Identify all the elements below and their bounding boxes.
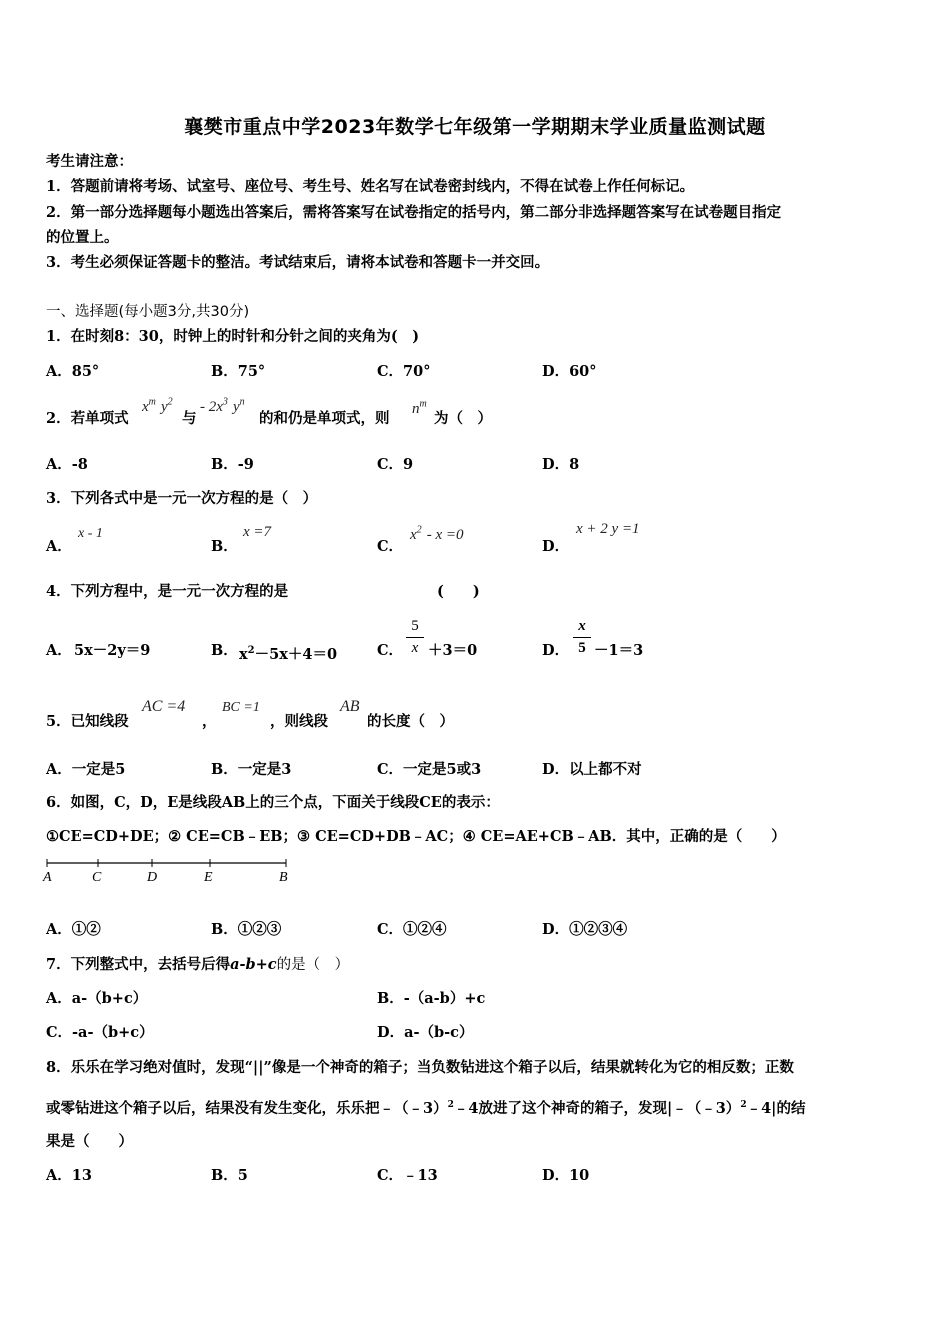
math-term: x	[239, 645, 248, 663]
math-expression: BC =1	[222, 700, 260, 715]
option-b-label: B．	[211, 642, 238, 659]
option-d: D．8	[542, 456, 580, 473]
math-term: - x =0	[426, 527, 464, 543]
option-c: C．70°	[377, 363, 431, 380]
math-expression: AC =4	[142, 698, 186, 715]
math-exponent: 2	[167, 396, 173, 408]
segment-diagram	[40, 852, 300, 888]
math-exponent: n	[239, 396, 245, 408]
stem-part: 2．若单项式	[46, 410, 129, 427]
option-b: B．-（a-b）+c	[377, 990, 486, 1007]
option-c: C．9	[377, 456, 414, 473]
math-exponent: 2	[740, 1100, 747, 1110]
option-d: D．10	[542, 1167, 590, 1184]
option-b-expr: x =7	[243, 524, 272, 540]
option-a: A．①②	[46, 921, 101, 938]
option-a: A．85°	[46, 363, 100, 380]
option-c-rest: ＋3＝0	[428, 642, 478, 659]
option-b-label: B．	[211, 538, 238, 555]
option-c-label: C．	[377, 642, 404, 659]
point-label-d: D	[147, 870, 158, 885]
stem-part: 与	[182, 410, 197, 427]
option-b: B．①②③	[211, 921, 282, 938]
option-c-expr	[410, 524, 464, 544]
question-stem	[46, 409, 129, 429]
option-c: C．﹣13	[377, 1167, 438, 1184]
option-d: D．60°	[542, 363, 597, 380]
monomial-2	[200, 396, 245, 416]
stem-part: 的长度（ ）	[367, 713, 454, 730]
math-term: y	[161, 399, 168, 415]
option-a-expr: 5x－2y＝9	[74, 642, 151, 659]
option-a-label: A．	[46, 538, 72, 555]
math-term: －5x＋4＝0	[254, 645, 338, 663]
option-c: C．①②④	[377, 921, 447, 938]
stem-part: 的是（ ）	[276, 957, 350, 973]
option-d-label: D．	[542, 538, 570, 555]
question-stem-line: 8．乐乐在学习绝对值时，发现“||”像是一个神奇的箱子；当负数钻进这个箱子以后，结果就转化为它的相反数；正数	[46, 1059, 794, 1076]
question-stem-line	[46, 1095, 805, 1119]
option-c: C．一定是5或3	[377, 761, 482, 778]
math-expression: a-b+c	[230, 956, 277, 973]
question-stem: 1．在时刻8：30，时钟上的时针和分针之间的夹角为( )	[46, 328, 420, 345]
stem-part: 的和仍是单项式，则	[259, 410, 390, 427]
option-b: B．75°	[211, 363, 266, 380]
answer-paren: ( )	[437, 583, 480, 600]
math-exponent: 2	[416, 524, 422, 536]
point-label-a: A	[43, 870, 52, 885]
option-a: A．13	[46, 1167, 92, 1184]
option-d-expr: x + 2 y =1	[576, 521, 640, 537]
stem-part: 或零钻进这个箱子以后，结果没有发生变化，乐乐把﹣（﹣3）	[46, 1099, 448, 1117]
math-exponent: m	[148, 396, 156, 408]
math-expression: AB	[340, 698, 360, 715]
notice-item: 2．第一部分选择题每小题选出答案后，需将答案写在试卷指定的括号内，第二部分非选择题答案写在试卷题目指定	[46, 204, 782, 221]
math-term: y	[233, 399, 240, 415]
question-stem: 3．下列各式中是一元一次方程的是（ ）	[46, 490, 318, 507]
option-d-rest: －1＝3	[594, 642, 644, 659]
option-c: C．-a-（b+c）	[46, 1024, 154, 1041]
question-stem: 6．如图，C，D，E是线段AB上的三个点，下面关于线段CE的表示：	[46, 794, 500, 811]
power-expression	[412, 398, 427, 418]
stem-part: 5．已知线段	[46, 713, 129, 730]
question-stem	[46, 955, 349, 975]
math-term: - 2x	[200, 399, 223, 415]
point-label-e: E	[204, 870, 213, 885]
stem-part: ，则线段	[270, 713, 328, 730]
fraction-numerator: 5	[411, 618, 419, 634]
stem-part: ﹣4放进了这个神奇的箱子，发现|﹣（﹣3）	[453, 1099, 741, 1117]
math-term: x	[142, 399, 149, 415]
option-a: A．一定是5	[46, 761, 126, 778]
option-d: D．a-（b-c）	[377, 1024, 474, 1041]
stem-part: 7．下列整式中，去括号后得	[46, 956, 231, 973]
math-exponent: 3	[222, 396, 228, 408]
notice-item: 3．考生必须保证答题卡的整洁。考试结束后，请将本试卷和答题卡一并交回。	[46, 254, 550, 271]
question-statements: ①CE=CD+DE；② CE=CB﹣EB；③ CE=CD+DB﹣AC；④ CE=AE+CB﹣AB．其中，正确的是（ ）	[46, 828, 786, 845]
option-d-label: D．	[542, 642, 570, 659]
option-a: A．-8	[46, 456, 88, 473]
page-title: 襄樊市重点中学2023年数学七年级第一学期期末学业质量监测试题	[184, 116, 766, 138]
question-stem: 4．下列方程中，是一元一次方程的是	[46, 583, 289, 600]
notice-item: 1．答题前请将考场、试室号、座位号、考生号、姓名写在试卷密封线内，不得在试卷上作任何标记。	[46, 178, 695, 195]
notice-heading: 考生请注意：	[46, 153, 133, 170]
fraction-denominator: 5	[578, 640, 586, 656]
stem-part: ，	[202, 713, 217, 730]
stem-part: 为（ ）	[434, 410, 492, 427]
option-a-label: A．	[46, 642, 72, 659]
math-exponent: 2	[247, 645, 255, 656]
math-exponent: 2	[447, 1100, 454, 1110]
fraction	[573, 618, 591, 657]
fraction	[406, 618, 424, 657]
option-c-label: C．	[377, 538, 404, 555]
option-a: A．a-（b+c）	[46, 990, 148, 1007]
fraction-numerator: x	[578, 618, 586, 634]
point-label-c: C	[92, 870, 102, 885]
section-heading: 一、选择题(每小题3分,共30分)	[46, 304, 250, 320]
option-d: D．①②③④	[542, 921, 628, 938]
option-b: B．5	[211, 1167, 248, 1184]
fraction-bar	[573, 637, 591, 638]
point-label-b: B	[279, 870, 288, 885]
math-term: x	[410, 527, 417, 543]
math-term: n	[412, 401, 420, 417]
monomial-1	[142, 396, 173, 416]
option-d: D．以上都不对	[542, 761, 642, 778]
option-b-expr	[239, 641, 337, 665]
question-stem-line: 果是（ ）	[46, 1133, 133, 1150]
math-exponent: m	[419, 398, 427, 410]
stem-part: ﹣4|的结	[746, 1099, 806, 1117]
option-a-expr: x - 1	[78, 526, 103, 541]
fraction-bar	[406, 637, 424, 638]
fraction-denominator: x	[411, 640, 419, 656]
option-b: B．一定是3	[211, 761, 292, 778]
notice-item: 的位置上。	[46, 229, 119, 246]
option-b: B．-9	[211, 456, 254, 473]
